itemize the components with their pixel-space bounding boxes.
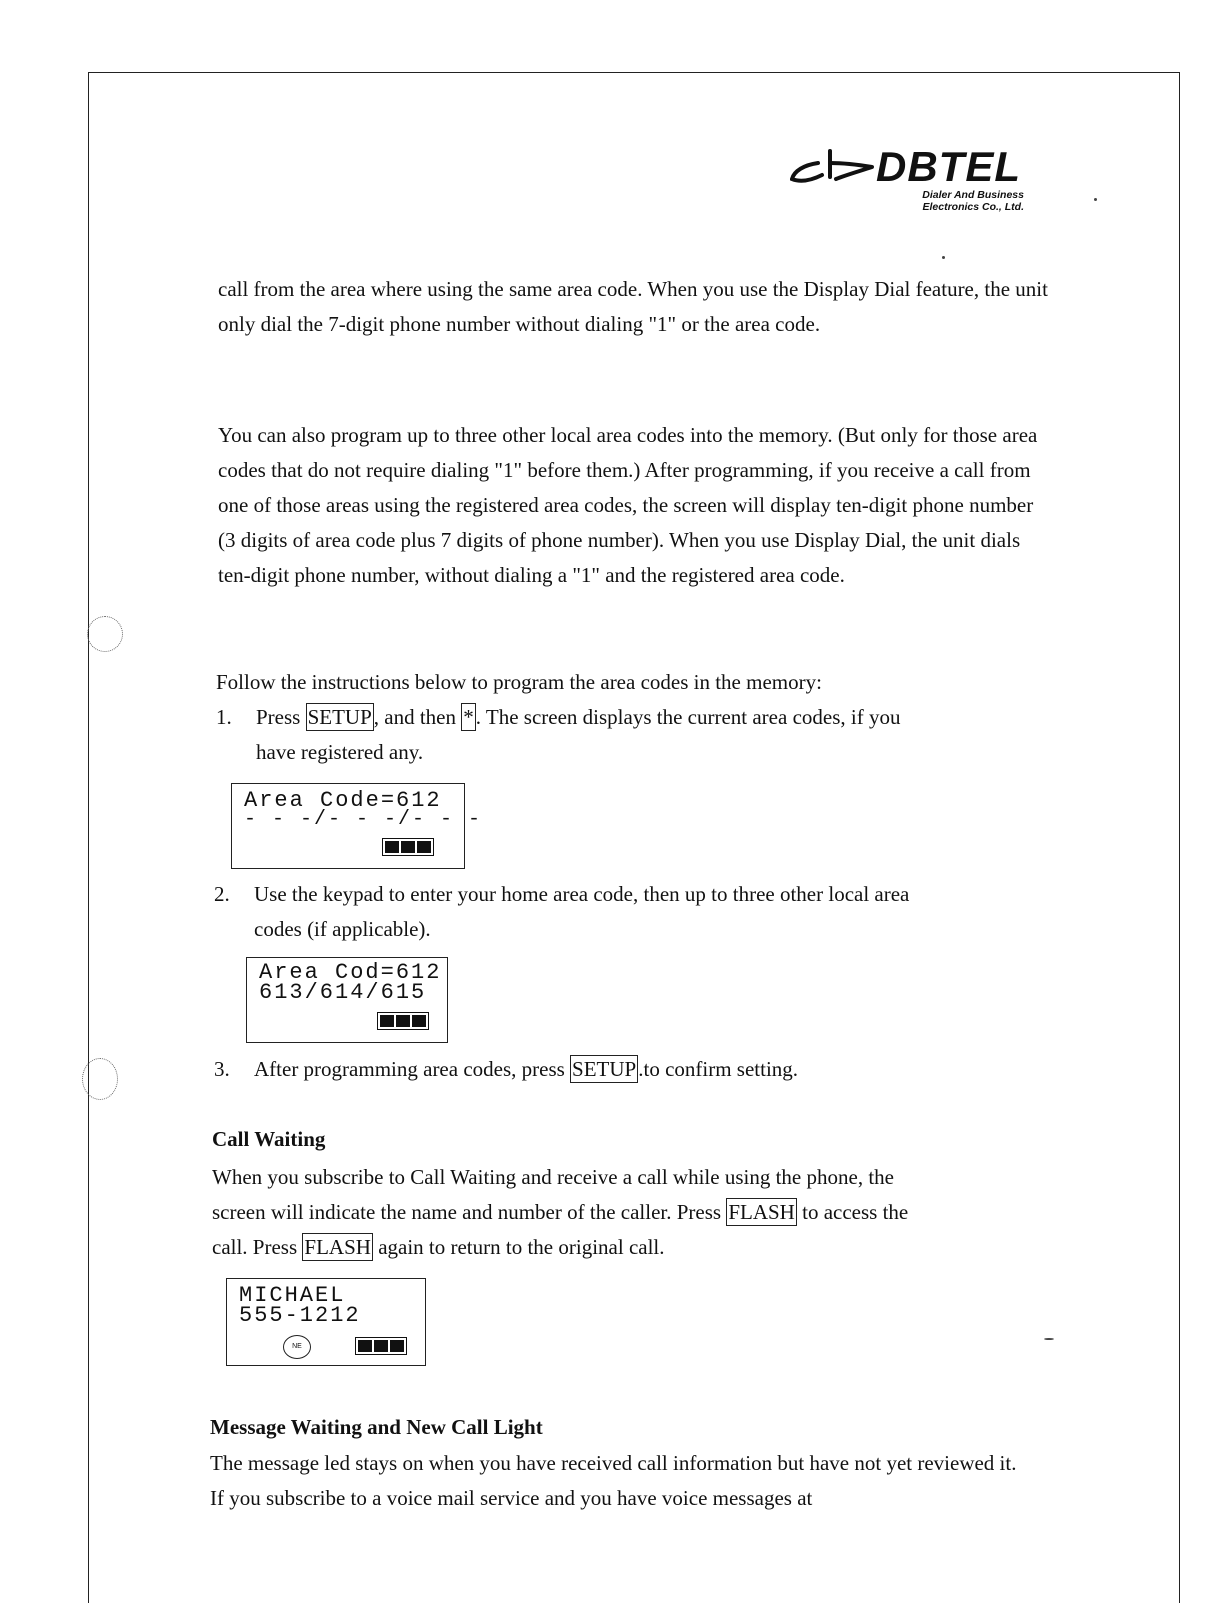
paragraph-local-area-codes: You can also program up to three other local area codes into the memory. (But only for those area codes that do not require dialing "1" before them.) After programming, if you receive a call from one of those areas using the registered area codes, the screen will display ten-digit phone number (3 digits of area code plus 7 digits of phone number). When you use Display Dial, the unit dials ten-digit phone number, without dialing a "1" and the registered area code. [218, 423, 1038, 587]
flash-key: FLASH [728, 1200, 795, 1224]
section-title-message-waiting: Message Waiting and New Call Light [210, 1415, 543, 1439]
paragraph-message-waiting: The message led stays on when you have received call information but have not yet reviewed it. If you subscribe to a voice mail service and you have voice messages at [210, 1451, 1017, 1510]
section-title-call-waiting: Call Waiting [212, 1127, 326, 1151]
new-call-icon: NE [283, 1335, 311, 1359]
setup-key: SETUP [307, 705, 372, 729]
lcd-line-2: 613/614/615 [259, 980, 427, 1005]
step-3: 3. After programming area codes, press SETUP.to confirm setting. [214, 1052, 1064, 1087]
step-number: 1. [216, 705, 232, 729]
lcd-display-area-code [231, 783, 483, 869]
lcd-line-1: Area Code=612 [244, 788, 442, 813]
punch-hole [87, 616, 123, 652]
paragraph-call-waiting: When you subscribe to Call Waiting and receive a call while using the phone, the screen will indicate the name and number of the caller. Press FLASH to access the call. Press FLASH again to return to the original call. [212, 1165, 909, 1259]
scan-speck [1094, 198, 1097, 201]
logo-wordmark: DBTEL [876, 143, 1021, 190]
company-logo [790, 145, 1030, 225]
battery-icon [355, 1337, 407, 1355]
battery-icon [382, 838, 434, 856]
punch-hole [82, 1058, 118, 1100]
step-number: 3. [214, 1057, 230, 1081]
lcd-line-2: - - -/- - -/- - - [244, 808, 483, 831]
battery-icon [377, 1012, 429, 1030]
star-key: * [463, 705, 474, 729]
scan-speck [942, 256, 945, 259]
logo-tagline: Dialer And Business Electronics Co., Ltd. [922, 189, 1024, 213]
lcd-display-caller [226, 1278, 426, 1366]
step-number: 2. [214, 882, 230, 906]
paragraph-instructions-intro: Follow the instructions below to program the area codes in the memory: [216, 670, 822, 694]
lcd-caller-name: MICHAEL [239, 1283, 346, 1308]
lcd-line-1: Area Cod=612 [259, 960, 442, 985]
dbtel-logo-mark-icon [790, 149, 874, 189]
lcd-caller-number: 555-1212 [239, 1303, 361, 1328]
step-2: 2. Use the keypad to enter your home area code, then up to three other local area codes (if applicable). [214, 877, 1064, 947]
paragraph-display-dial: call from the area where using the same area code. When you use the Display Dial feature, the unit only dial the 7-digit phone number without dialing "1" or the area code. [218, 277, 1048, 336]
scan-speck [1044, 1338, 1054, 1340]
setup-key: SETUP [572, 1057, 637, 1081]
lcd-display-area-codes-entered [246, 957, 448, 1043]
step-1: 1. Press SETUP, and then *. The screen displays the current area codes, if you have registered any. [216, 700, 1066, 770]
flash-key: FLASH [304, 1235, 371, 1259]
